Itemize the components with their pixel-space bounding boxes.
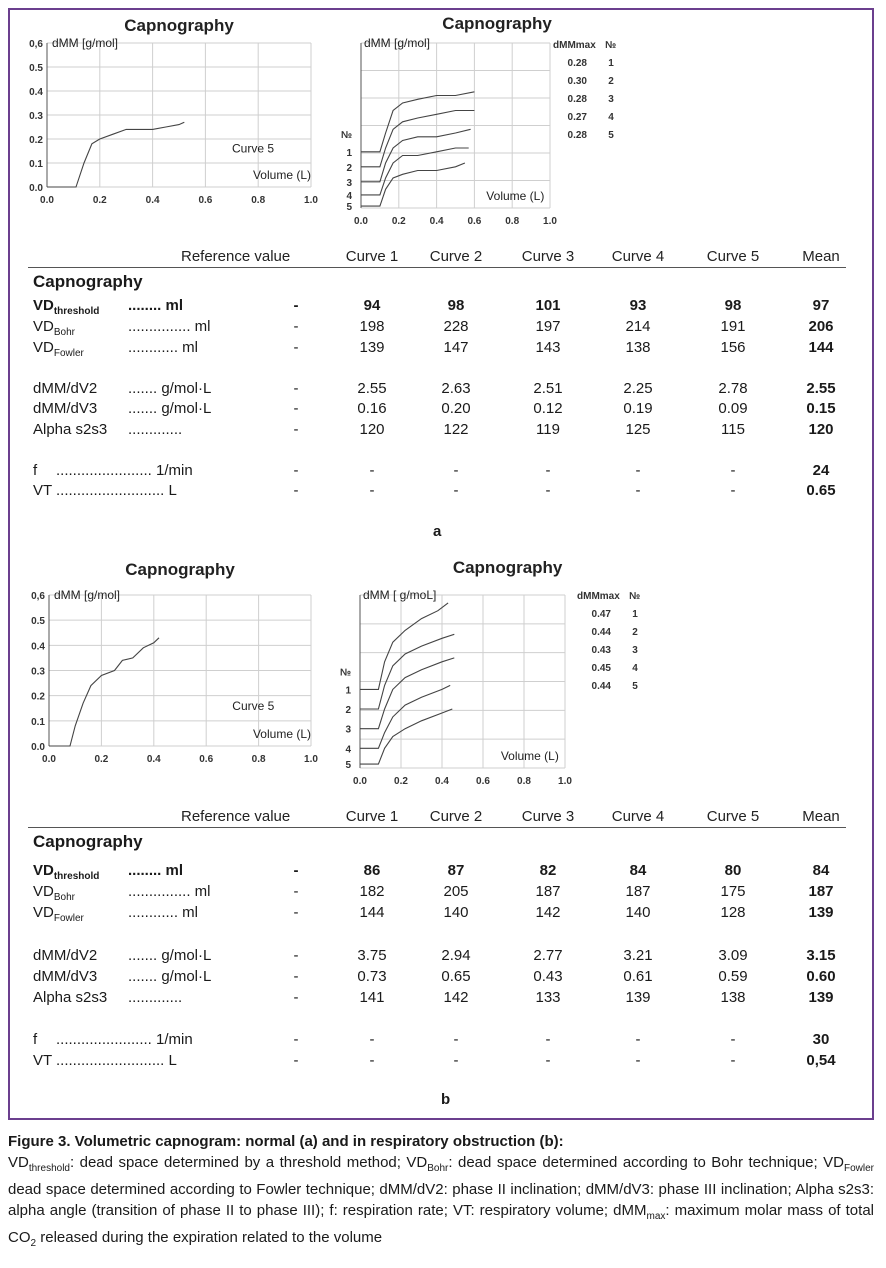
panel-a-row-value: 2.25 xyxy=(623,380,653,397)
panel-b-row-ref: - xyxy=(293,1052,299,1069)
panel-a-table xyxy=(28,248,846,513)
panel-a-right-xtick: 0.2 xyxy=(391,216,406,227)
panel-a-right-xtick: 0.8 xyxy=(505,216,520,227)
panel-b-row-value: 0.73 xyxy=(357,968,387,985)
panel-b-row-label: VT xyxy=(33,1052,53,1069)
panel-a-header-cell: Curve 1 xyxy=(345,248,399,265)
panel-b-row-value: 142 xyxy=(443,989,469,1006)
panel-a-legend-dmm-value: 0.30 xyxy=(567,76,587,87)
panel-b-left-ytick: 0.4 xyxy=(31,641,45,653)
panel-b-left-ytick: 0.1 xyxy=(31,716,45,728)
panel-b-row-ref: - xyxy=(293,883,299,900)
panel-b-row-value: 187 xyxy=(625,883,651,900)
panel-b-legend-dmm-value: 0.43 xyxy=(591,645,611,656)
panel-b-left-grid xyxy=(49,595,311,746)
panel-a-right-no-header: № xyxy=(340,129,352,141)
panel-b-left-ytick: 0.5 xyxy=(31,616,45,628)
panel-b-table-row xyxy=(28,968,846,988)
panel-a-legend-dmm-header: dMMmax xyxy=(553,40,596,51)
panel-a-row-value: 2.63 xyxy=(441,380,471,397)
panel-a-row-mean: 24 xyxy=(812,462,830,479)
panel-a-row-unit: ............. xyxy=(128,421,183,438)
panel-b-table-row xyxy=(28,904,846,924)
panel-b-left-ytick: 0.2 xyxy=(31,691,45,703)
panel-b-left-title: Capnography xyxy=(125,560,235,579)
panel-a-left-xtick: 0.6 xyxy=(198,195,213,206)
panel-b-legend-number: 5 xyxy=(632,681,638,692)
panel-a-left-ytick: 0.1 xyxy=(29,159,43,170)
panel-b-right-xtick: 0.0 xyxy=(353,776,367,787)
panel-a-row-value: 138 xyxy=(625,339,651,356)
panel-a-left-ytick: 0.4 xyxy=(29,87,43,98)
panel-b-row-value: 139 xyxy=(625,989,651,1006)
panel-a-right-ylabel: dMM [g/mol] xyxy=(364,36,431,50)
panel-b-row-value: 144 xyxy=(359,904,385,921)
panel-a-header-cell: Curve 2 xyxy=(429,248,483,265)
panel-b-row-value: 182 xyxy=(359,883,385,900)
panel-a-row-label: $VD_{Bohr}$ xyxy=(33,318,75,338)
panel-b-row-label: $VD_{Fowler}$ xyxy=(33,904,84,924)
panel-a-row-value: - xyxy=(635,462,641,479)
panel-a-row-value: - xyxy=(635,482,641,499)
panel-b-left-ytick: 0,6 xyxy=(31,591,45,602)
caption-body: $VD_{threshold}$: dead space determined by a threshold method; $VD_{Bohr}$: dead space determined according to Bohr technique; $VD_{Fowler}$ dead space determined according to Fowler technique; dMM/dV2: phase II inclination; dMM/dV3: phase III inclination; Alpha s2s3: alpha angle (transition of phase II to phase III); f: respiration rate; VT: respiratory volume; dMM$_{max}$: maximum molar mass of total $CO_2$ released during the expiration related to the volume xyxy=(8,1154,874,1249)
panel-a-row-ref: - xyxy=(293,297,299,314)
panel-a-table-row xyxy=(28,400,846,420)
panel-a-left-xlabel: Volume (L) xyxy=(252,168,311,182)
panel-b-right-xlabel: Volume (L) xyxy=(500,749,559,763)
panel-b-row-label: Alpha s2s3 xyxy=(33,989,108,1006)
panel-b-table xyxy=(28,808,846,1078)
panel-a-table-row xyxy=(28,421,846,441)
panel-b-table-row xyxy=(28,989,846,1009)
panel-a-row-mean: 144 xyxy=(808,339,834,356)
panel-b-left-chart xyxy=(31,560,318,765)
panel-a-row-value: 0.12 xyxy=(533,400,563,417)
panel-b-header-cell: Curve 4 xyxy=(611,808,665,825)
panel-a-table-row xyxy=(28,380,846,400)
panel-a-left-ytick: 0.2 xyxy=(29,135,43,146)
panel-a-row-unit: .......................... L xyxy=(56,482,177,499)
panel-a-legend-number: 5 xyxy=(608,130,614,141)
panel-b-table-row xyxy=(28,883,846,903)
panel-a-table-row xyxy=(28,339,846,359)
panel-b-row-value: 87 xyxy=(447,862,465,879)
panel-b-row-value: - xyxy=(545,1031,551,1048)
panel-b-right-curve-5 xyxy=(360,709,452,764)
panel-a-right-curve-number: 2 xyxy=(346,162,352,174)
panel-a-row-ref: - xyxy=(293,482,299,499)
panel-a-row-value: 198 xyxy=(359,318,385,335)
panel-b-row-mean: 84 xyxy=(812,862,830,879)
panel-a-left-ytick: 0.5 xyxy=(29,63,43,74)
panel-a-row-value: 125 xyxy=(625,421,651,438)
panel-a-row-ref: - xyxy=(293,318,299,335)
panel-b-row-ref: - xyxy=(293,862,299,879)
panel-b-row-value: 138 xyxy=(720,989,746,1006)
panel-b-row-mean: 30 xyxy=(812,1031,830,1048)
panel-a-row-value: 119 xyxy=(536,421,560,438)
panel-a-row-value: - xyxy=(453,482,459,499)
panel-b-right-xtick: 0.6 xyxy=(476,776,490,787)
panel-b-row-unit: ............ ml xyxy=(128,904,199,921)
panel-a-right-curve-1 xyxy=(361,92,474,152)
panel-a-row-value: 0.20 xyxy=(441,400,471,417)
panel-a-header-cell: Curve 3 xyxy=(521,248,575,265)
panel-b-row-unit: .......................... L xyxy=(56,1052,177,1069)
panel-a-header-cell: Reference value xyxy=(181,248,291,265)
panel-b-right-no-header: № xyxy=(339,667,351,679)
panel-b-header-rule xyxy=(28,827,846,828)
panel-a-right-title: Capnography xyxy=(442,14,552,33)
panel-b-right-xtick: 0.2 xyxy=(394,776,408,787)
panel-b-left-ylabel: dMM [g/mol] xyxy=(54,588,121,602)
panel-a-row-label: $VD_{Fowler}$ xyxy=(33,339,84,359)
panel-a-row-label: dMM/dV2 xyxy=(33,380,98,397)
panel-a-row-value: 0.19 xyxy=(623,400,653,417)
panel-a-left-xtick: 0.0 xyxy=(40,195,54,206)
panel-a-table-row xyxy=(28,318,846,338)
caption-title: Figure 3. Volumetric capnogram: normal (a) and in respiratory obstruction (b): xyxy=(8,1133,564,1150)
panel-a-legend-dmm-value: 0.28 xyxy=(567,130,587,141)
panel-a-row-value: 0.16 xyxy=(357,400,387,417)
panel-b-legend-number: 2 xyxy=(632,627,638,638)
panel-a-left-ytick: 0,6 xyxy=(29,39,43,50)
panel-a-row-value: - xyxy=(453,462,459,479)
panel-b-right-xtick: 1.0 xyxy=(558,776,572,787)
panel-a-section-title: Capnography xyxy=(33,272,143,291)
panel-a-right-xtick: 0.6 xyxy=(467,216,482,227)
panel-a-row-label: $VD_{threshold}$ xyxy=(33,297,100,317)
panel-b-row-value: 86 xyxy=(363,862,381,879)
panel-b-row-value: 84 xyxy=(629,862,647,879)
panel-a-row-value: 139 xyxy=(359,339,385,356)
panel-b-row-value: - xyxy=(635,1052,641,1069)
panel-a-row-value: 2.78 xyxy=(718,380,748,397)
panel-a-header-cell: Curve 5 xyxy=(706,248,760,265)
panel-a-row-label: f xyxy=(33,462,38,479)
panel-b-right-curve-2 xyxy=(360,634,454,709)
panel-b-legend-dmm-value: 0.44 xyxy=(591,627,611,638)
panel-a-charts xyxy=(0,0,886,240)
panel-a-right-curve-number: 1 xyxy=(346,147,352,159)
panel-b-row-value: 2.94 xyxy=(441,947,471,964)
panel-a-header-cell: Curve 4 xyxy=(611,248,665,265)
panel-b-row-unit: ....... g/mol·L xyxy=(128,968,212,985)
panel-b-right-curve-number: 4 xyxy=(345,744,351,756)
panel-a-row-value: 156 xyxy=(720,339,746,356)
panel-b-row-ref: - xyxy=(293,968,299,985)
panel-b-legend-number: 3 xyxy=(632,645,638,656)
panel-a-row-ref: - xyxy=(293,339,299,356)
panel-b-row-ref: - xyxy=(293,947,299,964)
panel-b-row-mean: 0,54 xyxy=(806,1052,836,1069)
panel-a-row-mean: 0.65 xyxy=(806,482,836,499)
panel-a-left-ytick: 0.3 xyxy=(29,111,43,122)
panel-a-row-label: dMM/dV3 xyxy=(33,400,98,417)
panel-b-row-value: 0.61 xyxy=(623,968,653,985)
panel-b-legend-dmm-header: dMMmax xyxy=(577,591,620,602)
panel-b-left-curve xyxy=(49,638,159,746)
panel-b-row-value: - xyxy=(730,1052,736,1069)
panel-b-right-curve-number: 5 xyxy=(345,760,351,772)
panel-b-row-value: 141 xyxy=(359,989,385,1006)
panel-b-left-xtick: 0.2 xyxy=(94,754,109,765)
panel-b-right-xtick: 0.8 xyxy=(517,776,531,787)
panel-b-row-value: - xyxy=(453,1052,459,1069)
panel-a-row-value: 93 xyxy=(629,297,647,314)
panel-b-left-xtick: 0.4 xyxy=(146,754,161,765)
panel-a-right-xtick: 0.4 xyxy=(429,216,444,227)
panel-a-left-grid xyxy=(47,43,311,187)
panel-b-right-chart xyxy=(340,558,640,787)
panel-b-table-row xyxy=(28,947,846,967)
panel-b-left-xtick: 0.8 xyxy=(251,754,266,765)
panel-b-row-label: dMM/dV3 xyxy=(33,968,98,985)
panel-b-left-xlabel: Volume (L) xyxy=(252,727,311,741)
panel-b-row-value: 142 xyxy=(535,904,561,921)
panel-b-row-value: 128 xyxy=(720,904,746,921)
panel-a-table-row xyxy=(28,297,846,317)
panel-a-row-value: 2.51 xyxy=(533,380,563,397)
panel-b-left-xtick: 0.6 xyxy=(199,754,214,765)
panel-b-row-value: 0.43 xyxy=(533,968,563,985)
panel-a-left-xtick: 1.0 xyxy=(304,195,318,206)
panel-b-row-mean: 0.60 xyxy=(806,968,836,985)
panel-b-row-ref: - xyxy=(293,1031,299,1048)
panel-b-header-cell: Curve 1 xyxy=(345,808,399,825)
panel-b-row-label: dMM/dV2 xyxy=(33,947,98,964)
panel-b-header-cell: Curve 3 xyxy=(521,808,575,825)
panel-b-right-xtick: 0.4 xyxy=(435,776,449,787)
panel-a-right-chart xyxy=(341,14,616,227)
panel-b-legend-dmm-value: 0.47 xyxy=(591,609,611,620)
panel-b-row-value: - xyxy=(545,1052,551,1069)
panel-b-left-ytick: 0.0 xyxy=(31,742,45,753)
panel-b-row-value: 3.09 xyxy=(718,947,748,964)
panel-a-row-value: 2.55 xyxy=(357,380,387,397)
panel-b-right-grid xyxy=(360,595,565,768)
panel-b-header-cell: Curve 5 xyxy=(706,808,760,825)
panel-b-left-ytick: 0.3 xyxy=(31,666,45,678)
panel-b-row-value: 140 xyxy=(443,904,469,921)
panel-b-right-curve-number: 2 xyxy=(345,705,351,717)
panel-a-legend-dmm-value: 0.28 xyxy=(567,58,587,69)
panel-b-row-label: $VD_{Bohr}$ xyxy=(33,883,75,903)
panel-b-row-mean: 187 xyxy=(808,883,834,900)
panel-b-row-value: 0.65 xyxy=(441,968,471,985)
panel-a-right-xtick: 0.0 xyxy=(354,216,368,227)
panel-b-row-value: 82 xyxy=(539,862,557,879)
panel-b-row-mean: 3.15 xyxy=(806,947,836,964)
panel-a-right-curve-2 xyxy=(361,111,474,167)
panel-a-row-value: 115 xyxy=(721,421,745,438)
panel-a-row-value: 98 xyxy=(447,297,465,314)
panel-a-row-value: 214 xyxy=(625,318,651,335)
panel-b-legend-number: 4 xyxy=(632,663,638,674)
panel-b-right-curve-3 xyxy=(360,658,454,729)
panel-a-table-row xyxy=(28,482,846,502)
panel-b-row-unit: ....... g/mol·L xyxy=(128,947,212,964)
panel-b-row-value: - xyxy=(453,1031,459,1048)
panel-a-row-value: 98 xyxy=(724,297,742,314)
panel-a-row-ref: - xyxy=(293,400,299,417)
panel-b-row-value: 175 xyxy=(720,883,746,900)
panel-a-left-chart xyxy=(29,16,318,206)
panel-a-left-ylabel: dMM [g/mol] xyxy=(52,36,119,50)
panel-b-row-mean: 139 xyxy=(808,904,834,921)
panel-b-row-unit: ....................... 1/min xyxy=(56,1031,193,1048)
figure-caption xyxy=(8,1131,874,1254)
panel-a-right-curve-number: 3 xyxy=(346,177,352,189)
panel-b-row-value: 80 xyxy=(724,862,742,879)
panel-a-header-rule xyxy=(28,267,846,268)
panel-a-row-label: Alpha s2s3 xyxy=(33,421,108,438)
panel-a-row-value: 147 xyxy=(443,339,469,356)
panel-a-letter: a xyxy=(433,523,442,540)
panel-a-right-curve-number: 4 xyxy=(346,190,352,202)
panel-b-left-curve-label: Curve 5 xyxy=(232,698,275,713)
panel-a-row-value: - xyxy=(545,482,551,499)
panel-a-right-curve-5 xyxy=(361,163,465,206)
panel-a-right-curve-number: 5 xyxy=(346,202,352,214)
panel-b-row-unit: ........ ml xyxy=(128,862,184,879)
panel-a-row-value: - xyxy=(730,462,736,479)
panel-a-row-ref: - xyxy=(293,462,299,479)
panel-a-row-mean: 206 xyxy=(808,318,834,335)
panel-b-header-cell: Curve 2 xyxy=(429,808,483,825)
panel-b-right-curve-number: 3 xyxy=(345,724,351,736)
panel-b-row-mean: 139 xyxy=(808,989,834,1006)
panel-b-row-value: 0.59 xyxy=(718,968,748,985)
panel-b-row-label: f xyxy=(33,1031,38,1048)
panel-b-right-curve-1 xyxy=(360,603,448,690)
panel-a-row-unit: ............ ml xyxy=(128,339,199,356)
panel-a-row-mean: 0.15 xyxy=(806,400,836,417)
panel-a-row-value: 101 xyxy=(535,297,561,314)
panel-b-right-curve-number: 1 xyxy=(345,685,351,697)
panel-a-row-value: 228 xyxy=(443,318,469,335)
panel-b-row-ref: - xyxy=(293,904,299,921)
panel-a-left-ytick: 0.0 xyxy=(29,183,43,194)
panel-a-left-curve xyxy=(47,122,184,187)
panel-a-legend-dmm-value: 0.27 xyxy=(567,112,587,123)
panel-a-row-label: VT xyxy=(33,482,53,499)
panel-b-legend-no-header: № xyxy=(629,591,641,602)
panel-a-row-value: 120 xyxy=(359,421,385,438)
panel-b-row-ref: - xyxy=(293,989,299,1006)
panel-b-left-xtick: 1.0 xyxy=(304,754,318,765)
panel-b-table-row xyxy=(28,1052,846,1072)
panel-a-row-mean: 97 xyxy=(812,297,830,314)
panel-a-header-cell: Mean xyxy=(802,248,840,265)
panel-a-row-unit: ........ ml xyxy=(128,297,184,314)
panel-a-row-value: 0.09 xyxy=(718,400,748,417)
panel-a-left-xtick: 0.8 xyxy=(251,195,266,206)
panel-a-row-value: - xyxy=(545,462,551,479)
panel-a-left-title: Capnography xyxy=(124,16,234,35)
panel-a-left-xtick: 0.2 xyxy=(92,195,107,206)
panel-a-row-unit: ....... g/mol·L xyxy=(128,400,212,417)
panel-b-row-value: - xyxy=(369,1031,375,1048)
panel-b-header-cell: Mean xyxy=(802,808,840,825)
panel-a-legend-no-header: № xyxy=(605,40,617,51)
panel-a-legend-number: 3 xyxy=(608,94,614,105)
panel-b-table-row xyxy=(28,862,846,882)
panel-b-row-label: $VD_{threshold}$ xyxy=(33,862,100,882)
panel-b-row-value: 205 xyxy=(443,883,469,900)
panel-a-row-value: 122 xyxy=(443,421,469,438)
panel-b-right-title: Capnography xyxy=(452,558,563,577)
panel-b-row-value: 2.77 xyxy=(533,947,563,964)
panel-a-right-xtick: 1.0 xyxy=(543,216,557,227)
panel-a-row-value: 94 xyxy=(363,297,381,314)
panel-b-table-row xyxy=(28,1031,846,1051)
panel-b-section-title: Capnography xyxy=(33,832,143,851)
panel-b-row-value: - xyxy=(730,1031,736,1048)
panel-a-row-value: 191 xyxy=(720,318,746,335)
panel-b-header-cell: Reference value xyxy=(181,808,291,825)
panel-a-table-row xyxy=(28,462,846,482)
panel-a-row-value: 197 xyxy=(535,318,561,335)
panel-b-left-xtick: 0.0 xyxy=(42,754,56,765)
panel-a-legend-number: 2 xyxy=(608,76,614,87)
panel-a-row-value: - xyxy=(369,462,375,479)
panel-a-row-value: - xyxy=(369,482,375,499)
panel-b-row-value: 3.75 xyxy=(357,947,387,964)
panel-b-charts xyxy=(0,550,886,790)
panel-b-row-value: - xyxy=(635,1031,641,1048)
panel-b-row-value: 140 xyxy=(625,904,651,921)
panel-a-row-unit: ............... ml xyxy=(128,318,211,335)
panel-a-row-unit: ....................... 1/min xyxy=(56,462,193,479)
panel-a-legend-number: 4 xyxy=(608,112,614,123)
panel-a-row-mean: 120 xyxy=(808,421,834,438)
panel-a-left-xtick: 0.4 xyxy=(145,195,160,206)
panel-a-row-ref: - xyxy=(293,421,299,438)
panel-a-row-mean: 2.55 xyxy=(806,380,836,397)
panel-b-row-unit: ............. xyxy=(128,989,183,1006)
panel-a-row-value: - xyxy=(730,482,736,499)
panel-b-row-unit: ............... ml xyxy=(128,883,211,900)
panel-b-legend-dmm-value: 0.44 xyxy=(591,681,611,692)
panel-a-legend-dmm-value: 0.28 xyxy=(567,94,587,105)
panel-b-right-ylabel: dMM [ g/moL] xyxy=(363,588,437,602)
panel-b-letter: b xyxy=(441,1091,451,1108)
panel-a-row-unit: ....... g/mol·L xyxy=(128,380,212,397)
panel-b-legend-dmm-value: 0.45 xyxy=(591,663,611,674)
panel-a-left-curve-label: Curve 5 xyxy=(232,141,275,156)
panel-b-row-value: 187 xyxy=(535,883,561,900)
panel-b-legend-number: 1 xyxy=(632,609,638,620)
panel-b-row-value: - xyxy=(369,1052,375,1069)
panel-a-legend-number: 1 xyxy=(608,58,614,69)
panel-a-row-value: 143 xyxy=(535,339,561,356)
panel-b-row-value: 133 xyxy=(535,989,561,1006)
panel-a-right-xlabel: Volume (L) xyxy=(486,189,545,203)
panel-a-row-ref: - xyxy=(293,380,299,397)
panel-b-row-value: 3.21 xyxy=(623,947,653,964)
